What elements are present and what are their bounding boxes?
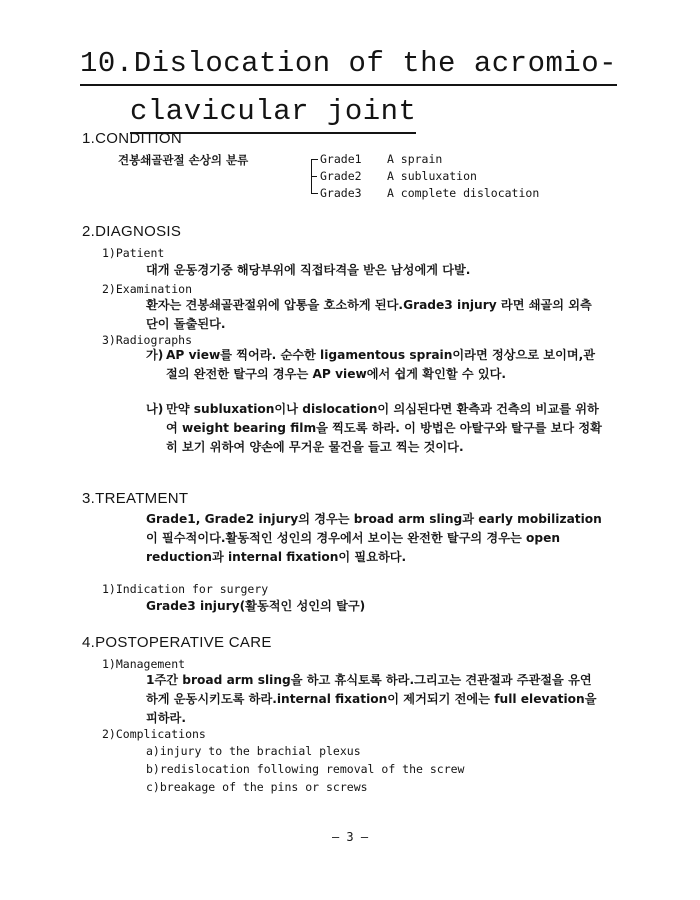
classification-label: 견봉쇄골관절 손상의 분류	[118, 153, 249, 167]
grade-row	[320, 186, 539, 200]
subheading-indication: 1)Indication for surgery	[102, 582, 269, 596]
item-text: AP view를 찍어라. 순수한 ligamentous sprain이라면 정상으로 보이며,관절의 완전한 탈구의 경우는 AP view에서 쉽게 확인할 수 있다.	[166, 348, 596, 381]
section-heading-treatment: 3.TREATMENT	[82, 490, 189, 507]
complication-item: c)breakage of the pins or screws	[146, 780, 368, 794]
radiograph-item-a	[146, 346, 602, 384]
title-line-2: clavicular joint	[130, 94, 416, 134]
radiograph-item-b	[146, 400, 602, 457]
bracket-mid-tick	[311, 176, 317, 177]
grade-desc: A sprain	[386, 152, 443, 166]
section-heading-condition: 1.CONDITION	[82, 130, 182, 147]
grade-row	[320, 169, 477, 183]
section-heading-diagnosis: 2.DIAGNOSIS	[82, 223, 182, 240]
grade-desc: A complete dislocation	[386, 186, 540, 200]
complication-item: b)redislocation following removal of the screw	[146, 762, 465, 776]
treatment-text: Grade1, Grade2 injury의 경우는 broad arm sling과 early mobilization이 필수적이다.활동적인 성인의 경우에서 보이는 완전한 탈구의 경우는 open reduction과 internal fixation이 필요하다.	[146, 512, 602, 564]
management-text: 1주간 broad arm sling을 하고 휴식토록 하라.그리고는 견관절과 주관절을 유연하게 운동시키도록 하라.internal fixation이 제거되기 전에는 full elevation을 피하라.	[146, 673, 597, 725]
item-marker: 나)	[146, 402, 164, 416]
subheading-examination: 2)Examination	[102, 282, 193, 296]
grade-name: Grade1	[320, 152, 362, 166]
grade-desc: A subluxation	[386, 169, 477, 183]
complication-item: a)injury to the brachial plexus	[146, 744, 361, 758]
indication-text: Grade3 injury(활동적인 성인의 탈구)	[146, 599, 366, 613]
subheading-patient: 1)Patient	[102, 246, 165, 260]
page-title	[80, 46, 618, 134]
subheading-management: 1)Management	[102, 657, 186, 671]
item-text: 만약 subluxation이나 dislocation이 의심된다면 환측과 건측의 비교를 위하여 weight bearing film을 찍도록 하라. 이 방법은 아탈구와 탈구를 보다 정확히 보기 위하여 양손에 무거운 물건을 들고 찍는 것이다.	[166, 402, 602, 454]
grade-row	[320, 152, 442, 166]
subheading-radiographs: 3)Radiographs	[102, 333, 193, 347]
section-heading-postoperative: 4.POSTOPERATIVE CARE	[82, 634, 272, 651]
patient-text: 대개 운동경기중 해당부위에 직접타격을 받은 남성에게 다발.	[146, 263, 471, 277]
subheading-complications: 2)Complications	[102, 727, 206, 741]
page-number: — 3 —	[331, 830, 369, 844]
grade-name: Grade3	[320, 186, 362, 200]
grade-name: Grade2	[320, 169, 362, 183]
title-line-1: 10.Dislocation of the acromio-	[80, 46, 617, 86]
examination-text: 환자는 견봉쇄골관절위에 압통을 호소하게 된다.Grade3 injury 라면 쇄골의 외측단이 돌출된다.	[146, 298, 592, 331]
item-marker: 가)	[146, 348, 164, 362]
